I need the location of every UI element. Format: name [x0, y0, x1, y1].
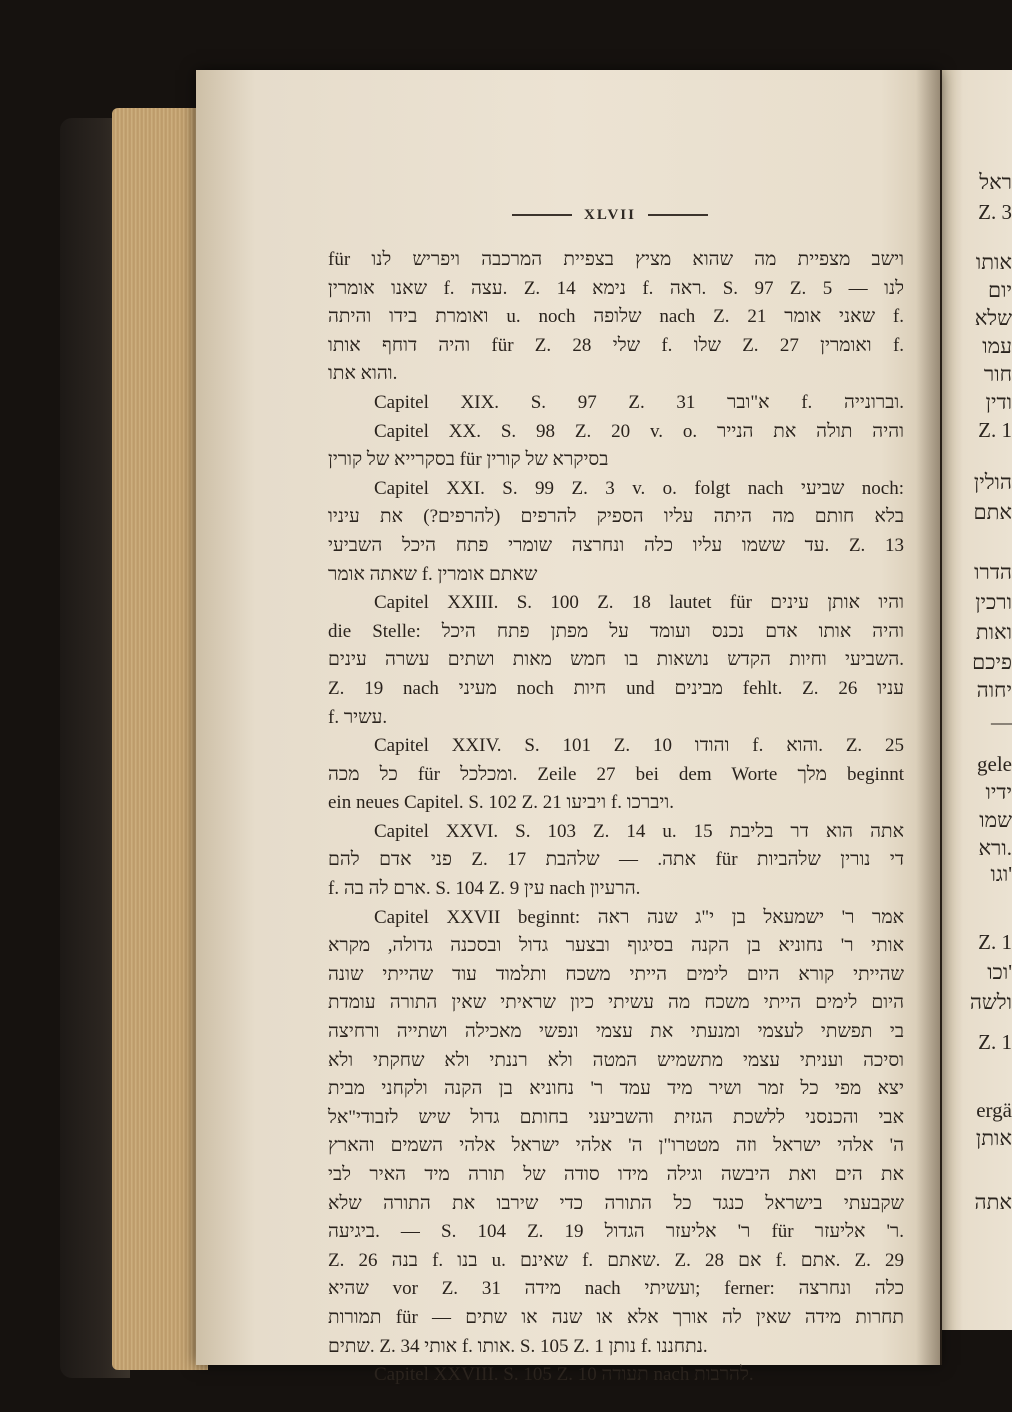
facing-page-fragment: ergä — [976, 1098, 1012, 1122]
text-line: ביגיעה. — S. 104 Z. 19 ר' אליעזר הגדול für ר' אליעזר. — [328, 1221, 905, 1243]
text-line: die Stelle: והיה אותו אדם נכנס ועומד על מפתן פתח היכל — [328, 620, 904, 642]
facing-page-fragment: — — [991, 710, 1012, 734]
facing-page-fragment: ורכין — [975, 590, 1012, 614]
facing-page-fragment: ואות — [975, 620, 1012, 644]
facing-page — [942, 70, 1012, 1330]
text-line: Capitel XXVIII. S. 105 Z. 10 תעודה nach להרבות. — [374, 1364, 754, 1386]
text-line: ואומרת בידו והיתה u. noch שלופה nach Z. 21 שאני אומר f. — [328, 306, 904, 328]
facing-page-fragment: אותו — [975, 250, 1012, 274]
text-line: Capitel XXIII. S. 100 Z. 18 lautet für והיו אותן עינים — [374, 592, 904, 614]
header-rule-right — [648, 214, 708, 216]
facing-page-fragment: Z. 1 — [978, 418, 1012, 442]
facing-page-fragment: gele — [977, 752, 1012, 776]
facing-page-fragment: ורא. — [978, 836, 1012, 860]
facing-page-fragment: ולשה — [969, 990, 1012, 1014]
text-line: אותי ר' נחוניא בן הקנה בסיגוף ובצער גדול ובסכנה גדולה, מקרא — [328, 935, 904, 957]
facing-page-fragment: ראל — [979, 170, 1012, 194]
facing-page-fragment: הדרו — [974, 560, 1012, 584]
text-line: ה' אלהי ישראל וזה מטטרו"ן ה' אלהי ישראל אלהי השמים והארץ — [328, 1135, 904, 1157]
text-line: היום לימים הייתי משכח מה עשיתי כיון שראיתי שאין התורה עומדת — [328, 992, 904, 1014]
facing-page-fragment: עמו — [982, 334, 1012, 358]
text-line: יצא מפי כל זמר ושיר מיד עמד ר' נחוניא בן הקנה ולקחני מבית — [328, 1078, 904, 1100]
facing-page-fragment: אתה — [974, 1190, 1012, 1214]
header-rule-left — [512, 214, 572, 216]
facing-page-fragment: וכו' — [987, 960, 1012, 984]
text-line: בלא חותם מה היתה עליו הספיק להרפים (להרפים?) את עיניו — [328, 506, 904, 528]
text-line: שתים. Z. 34 אותי f. אותו. S. 105 Z. 1 נותן f. נתחננו. — [328, 1335, 708, 1357]
text-line: שהיא vor Z. 31 מידה nach ועשיתי; ferner: כלה ונחרצה — [328, 1278, 905, 1300]
text-line: Capitel XXVII beginnt: אמר ר' ישמעאל בן י"ג שנה ראה — [374, 906, 904, 928]
text-line: בי תפשתי לעצמי ומנעתי את עצמי ונפשי מאכילה ושתייה ורחיצה — [328, 1021, 904, 1043]
page-gutter — [916, 70, 942, 1365]
facing-page-fragment: שמו — [979, 808, 1012, 832]
page-header — [500, 203, 720, 227]
facing-page-fragment: יחוה — [976, 678, 1012, 702]
text-line: Capitel XIX. S. 97 Z. 31 א"ובר f. וברונייה. — [374, 391, 904, 413]
facing-page-fragment: Z. 1 — [978, 1030, 1012, 1054]
facing-page-fragment: אתם — [973, 500, 1012, 524]
facing-page-fragment: יום — [988, 278, 1012, 302]
facing-page-fragment: וגו' — [990, 862, 1012, 886]
text-line: Capitel XXVI. S. 103 Z. 14 u. 15 אתה הוא דר בליבת — [374, 820, 904, 842]
page-number: XLVII — [584, 206, 636, 223]
text-line: f. עשיר. — [328, 706, 388, 728]
text-line: שקבעתי בישראל כנגד כל התורה כדי שירבו את התורה שלא — [328, 1192, 904, 1214]
text-line: אבי והכנסני ללשכת הגזית והשביעני בחותם גדול שיש לזבודי"אל — [328, 1106, 904, 1128]
facing-page-fragment: Z. 1 — [978, 930, 1012, 954]
text-line: פני אדם להם Z. 17 אתה. — שלהבת für די נורין שלהביות — [328, 849, 905, 871]
text-line: Capitel XXIV. S. 101 Z. 10 והודו f. והוא. Z. 25 — [374, 735, 905, 757]
text-line: ein neues Capitel. S. 102 Z. 21 ויביעו f. ויברכו. — [328, 792, 674, 814]
text-line: שאתה אומר f. שאתם אומרין — [328, 563, 538, 585]
text-line: Capitel XX. S. 98 Z. 20 v. o. והיה תולה את הנייר — [374, 420, 904, 442]
text-line: שאנו אומרין f. עצה. Z. 14 נימא f. ראה. S. 97 Z. 5 — לנו — [328, 277, 905, 299]
text-line: עד ששמו עליו כלה ונחרצה שומרי פתח היכל השביעי. Z. 13 — [328, 534, 904, 556]
facing-page-fragment: הולין — [973, 470, 1012, 494]
facing-page-fragment: ודין — [985, 390, 1012, 414]
page-body — [328, 246, 904, 1390]
text-line: את הים ואת היבשה וגילה מידו סודה של תורה מיד האיר לבי — [328, 1164, 904, 1185]
text-line: תמורות für — תחרות מידה שאין לה אורך אלא או שנה או שתים — [328, 1306, 905, 1328]
text-line: השביעי וחיות הקדש נושאות בו חמש מאות ושתים עשרה עינים. — [328, 649, 904, 671]
text-line: והוא אתו. — [328, 363, 398, 385]
facing-page-fragment: Z. 3 — [978, 200, 1012, 224]
facing-page-fragment: חור — [983, 362, 1012, 386]
facing-page-fragment: פיכם — [972, 650, 1012, 674]
text-line: כל מכה für ומכלכל. Zeile 27 bei dem Worte מלך beginnt — [328, 763, 905, 785]
text-line: בסקרייא של קורין für בסיקרא של קורין — [328, 449, 609, 471]
text-line: Capitel XXI. S. 99 Z. 3 v. o. folgt nach שביעי noch: — [374, 477, 904, 499]
page-edges — [112, 108, 208, 1370]
text-line: Z. 26 בנה f. בנו u. שאינם f. שאתם. Z. 28 אם f. אתם. Z. 29 — [328, 1249, 905, 1271]
text-line: שהייתי קורא היום לימים הייתי משכח ותלמוד עוד שהייתי שונה — [328, 963, 904, 985]
text-line: für וישב מצפיית מה שהוא מציץ בצפיית המרכבה ויפריש לנו — [328, 249, 905, 270]
facing-page-fragment: ידיו — [985, 780, 1012, 804]
text-line: f. ארם לה בה. S. 104 Z. 9 עין nach הרעיון. — [328, 878, 641, 900]
text-line: Z. 19 nach מעיני noch חיות und מבינים fehlt. Z. 26 עניו — [328, 677, 905, 699]
facing-page-fragment: שלא — [974, 306, 1012, 330]
facing-page-fragment: אותן — [975, 1126, 1012, 1150]
text-line: והיה דוחף אותו für Z. 28 שלי f. שלו Z. 27 ואומרין f. — [328, 334, 905, 356]
text-line: וסיכה ועניתי עצמי מתשמיש המטה ולא רננתי ולא שחקתי ולא — [328, 1049, 904, 1071]
